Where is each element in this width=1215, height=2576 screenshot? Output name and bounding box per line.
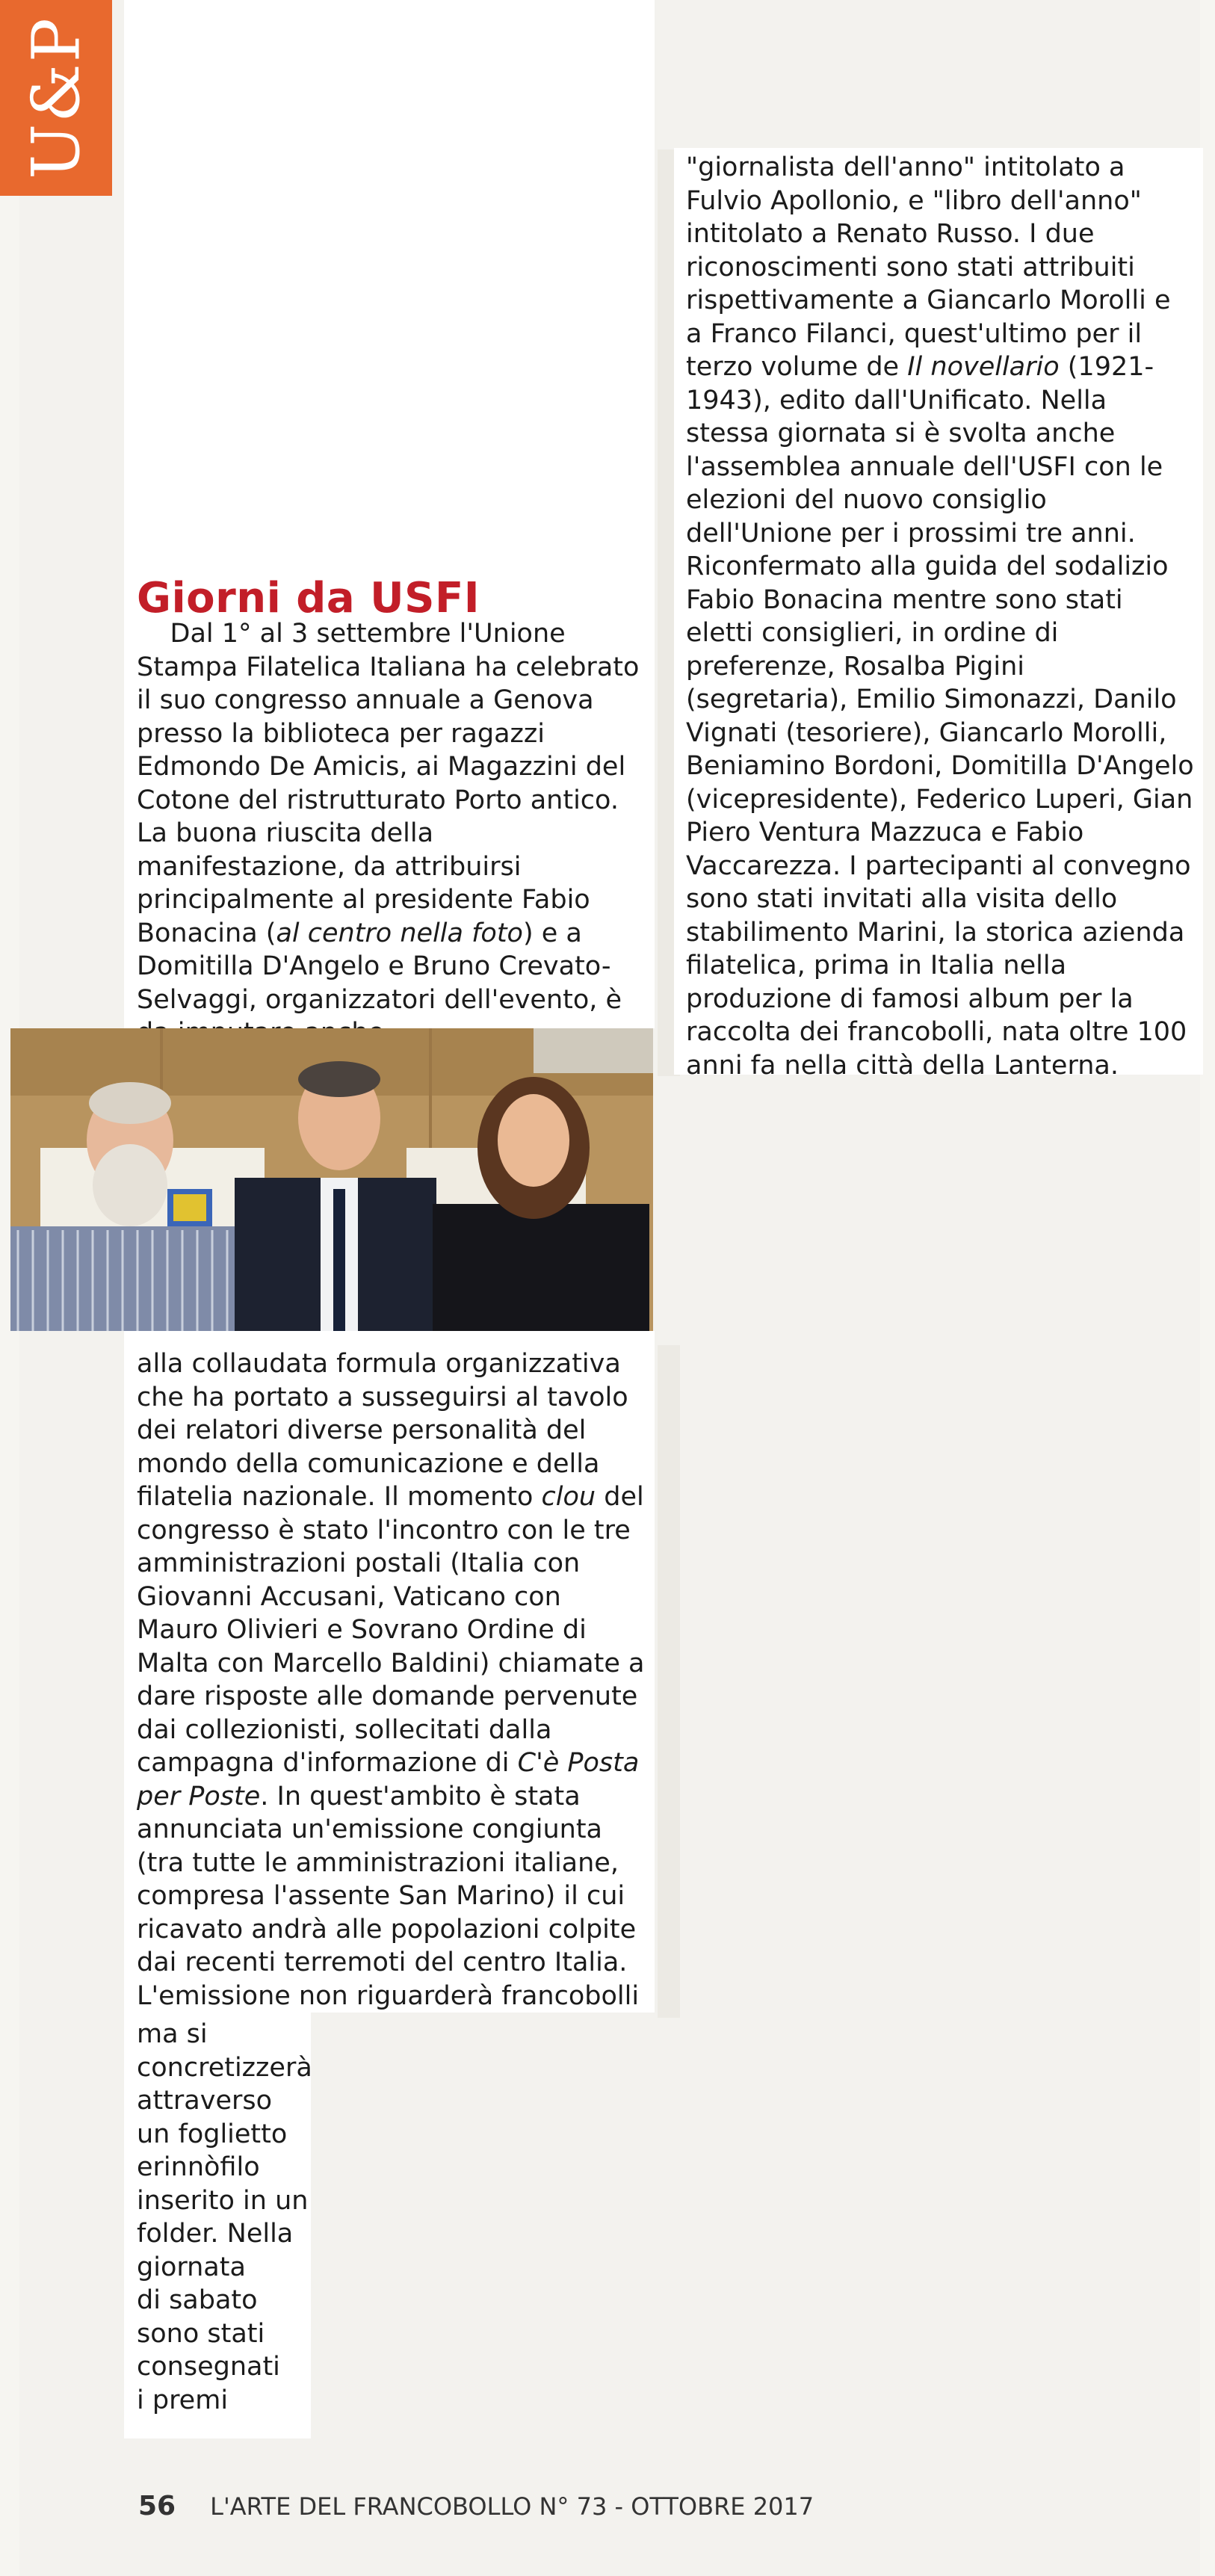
- main-text-2: del congresso è stato l'incontro con le tre amministrazioni postali (Italia con Giovanni Accusani, Vaticano con Mauro Olivieri e Sovrano Ordine di Malta con Marcello Baldini) chiamate a dare risposte alle domande pervenute dai collezionisti, sollecitati dalla campagna d'informazione di: [137, 1482, 645, 1778]
- narrow-line: consegnati: [137, 2352, 280, 2382]
- narrow-line: i premi: [137, 2385, 229, 2415]
- intro-text: Dal 1° al 3 settembre l'Unione Stampa Filatelica Italiana ha celebrato il suo congresso annuale a Genova presso la biblioteca per ragazzi Edmondo De Amicis, ai Magazzini del Cotone del ristrutturato Porto antico. La buona riuscita della manifestazione, da attribuirsi principalmente al presidente Fabio Bonacina (: [137, 619, 648, 948]
- right-paragraph: [686, 151, 1194, 1082]
- clou-word: clou: [541, 1482, 596, 1512]
- right-text-1: "giornalista dell'anno" intitolato a Fulvio Apollonio, e "libro dell'anno" intitolato a Renato Russo. I due riconoscimenti sono stati attribuiti rispettivamente a Giancarlo Morolli e a Franco Filanci, quest'ultimo per il terzo volume de: [686, 152, 1171, 382]
- show-through-column-lower: [658, 1345, 680, 2018]
- narrow-line: di sabato: [137, 2285, 258, 2315]
- caption-reference: al centro nella foto: [276, 918, 523, 948]
- narrow-line: erinnòfilo: [137, 2152, 260, 2182]
- narrow-line: un foglietto: [137, 2119, 288, 2149]
- book-title: Il novellario: [907, 352, 1060, 382]
- main-text-1: alla collaudata formula organizzativa che ha portato a susseguirsi al tavolo dei relatori diverse personalità del mondo della comunicazione e della filatelia nazionale. Il momento: [137, 1349, 628, 1512]
- main-paragraph: [137, 1347, 645, 2013]
- main-text-3: . In quest'ambito è stata annunciata un'emissione congiunta (tra tutte le amministrazioni italiane, compresa l'assente San Marino) il cui ricavato andrà alle popolazioni colpite dai recenti terremoti del centro Italia. L'emissione non riguarderà francobolli: [137, 1781, 640, 2011]
- magazine-issue: L'ARTE DEL FRANCOBOLLO N° 73 - OTTOBRE 2017: [210, 2492, 814, 2521]
- narrow-line: giornata: [137, 2252, 246, 2282]
- narrow-line: sono stati: [137, 2318, 265, 2349]
- article-title: Giorni da USFI: [137, 574, 480, 623]
- intro-text-2: ) e a Domitilla D'Angelo e Bruno Crevato-Selvaggi, organizzatori dell'evento, è: [137, 918, 622, 1015]
- article-photo: [10, 1028, 653, 1331]
- right-text-2: (1921-1943), edito dall'Unificato. Nella stessa giornata si è svolta anche l'assemblea annuale dell'USFI con le elezioni del nuovo consiglio dell'Unione per i prossimi tre anni. Riconfermato alla guida del sodalizio Fabio Bonacina mentre sono stati eletti consiglieri, in ordine di preferenze, Rosalba Pigini (segretaria), Emilio Simonazzi, Danilo Vignati (tesoriere), Giancarlo Morolli, Beniamino Bordoni, Domitilla D'Angelo (vicepresidente), Federico Luperi, Gian Piero Ventura Mazzuca e Fabio Vaccarezza. I partecipanti al convegno sono stati invitati alla visita dello stabilimento Marini, la storica azienda filatelica, prima in Italia nella produzione di famosi album per la raccolta dei francobolli, nata oltre 100 anni fa nella città della Lanterna.: [686, 352, 1194, 1081]
- narrow-text-block: [137, 2018, 316, 2417]
- photo-illustration: [10, 1028, 653, 1331]
- narrow-line: folder. Nella: [137, 2219, 294, 2249]
- narrow-line: ma si: [137, 2019, 208, 2049]
- page-number: 56: [138, 2491, 176, 2521]
- section-tab-label: U&P: [17, 16, 95, 179]
- section-tab: [0, 0, 112, 196]
- intro-paragraph: [137, 617, 648, 1050]
- page-footer: [138, 2491, 814, 2521]
- campaign-name: C'è Posta per Poste: [137, 1748, 640, 1811]
- narrow-line: inserito in un: [137, 2185, 309, 2216]
- narrow-line: concretizzerà: [137, 2052, 312, 2083]
- narrow-line: attraverso: [137, 2086, 273, 2116]
